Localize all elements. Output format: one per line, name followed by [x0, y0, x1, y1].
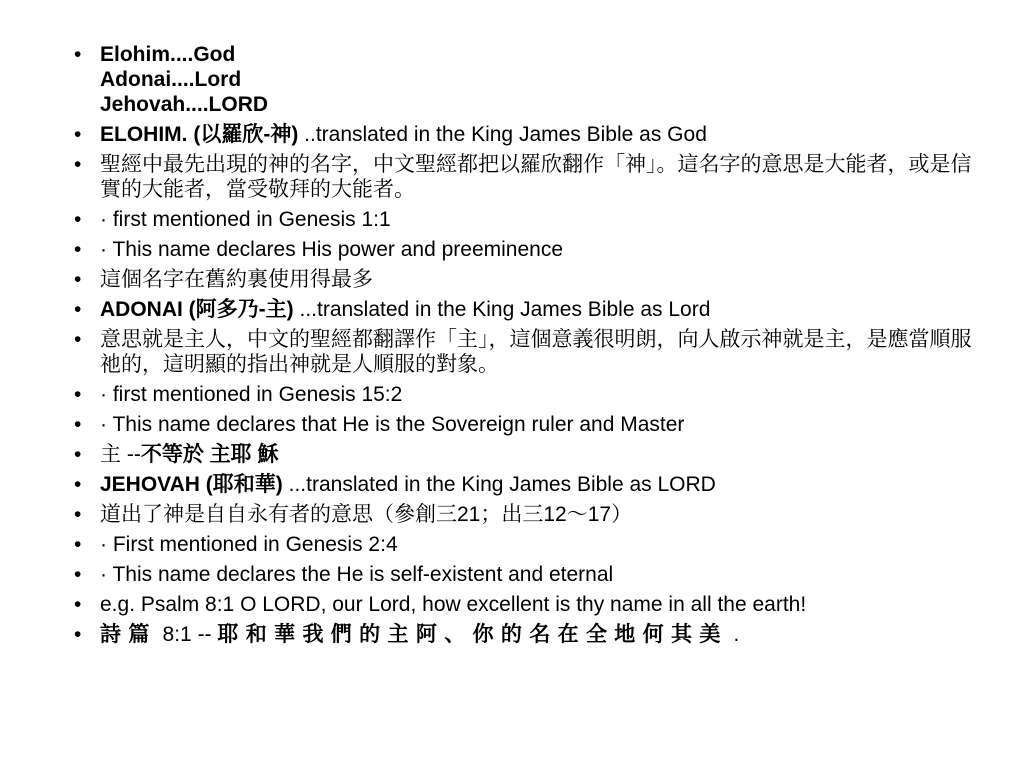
item-text: · This name declares the He is self-existent and eternal	[100, 563, 614, 586]
bullet-icon: •	[74, 268, 82, 291]
item-text: · first mentioned in Genesis 1:1	[100, 208, 391, 231]
item-text: .	[727, 623, 740, 646]
bullet-icon: •	[74, 383, 82, 406]
bullet-icon: •	[74, 153, 82, 176]
list-item	[74, 207, 984, 232]
bullet-icon: •	[74, 563, 82, 586]
bullet-icon: •	[74, 43, 82, 66]
list-item	[74, 122, 984, 147]
bullet-icon: •	[74, 593, 82, 616]
bullet-icon: •	[74, 473, 82, 496]
verse-text: 耶和華我們的主阿、你的名在全地何其美	[217, 623, 728, 646]
item-text: e.g. Psalm 8:1 O LORD, our Lord, how excellent is thy name in all the earth!	[100, 593, 807, 616]
list-item	[74, 562, 984, 587]
bullet-list	[74, 42, 984, 647]
list-item	[74, 442, 984, 467]
bullet-icon: •	[74, 328, 82, 351]
bullet-icon: •	[74, 123, 82, 146]
name-pair-elohim: Elohim....God	[100, 43, 236, 66]
list-item	[74, 532, 984, 557]
bullet-icon: •	[74, 503, 82, 526]
item-text: 聖經中最先出現的神的名字，中文聖經都把以羅欣翻作「神」。這名字的意思是大能者，或是信實的大能者，當受敬拜的大能者。	[100, 153, 972, 201]
list-item	[74, 42, 984, 117]
bullet-icon: •	[74, 533, 82, 556]
bullet-icon: •	[74, 238, 82, 261]
item-text: ...translated in the King James Bible as LORD	[282, 473, 716, 496]
bullet-icon: •	[74, 298, 82, 321]
term-adonai: ADONAI (阿多乃-主)	[100, 298, 294, 321]
item-text: 8:1 --	[156, 623, 218, 646]
bullet-icon: •	[74, 208, 82, 231]
list-item	[74, 592, 984, 617]
item-text: · first mentioned in Genesis 15:2	[100, 383, 403, 406]
list-item	[74, 152, 984, 202]
list-item	[74, 327, 984, 377]
item-text: · This name declares that He is the Sovereign ruler and Master	[100, 413, 685, 436]
bullet-icon: •	[74, 413, 82, 436]
verse-reference: 詩篇	[100, 623, 157, 646]
list-item	[74, 412, 984, 437]
list-item	[74, 297, 984, 322]
item-text: ..translated in the King James Bible as God	[298, 123, 707, 146]
term-jehovah: JEHOVAH (耶和華)	[100, 473, 283, 496]
item-text: 主 --	[100, 443, 141, 466]
list-item	[74, 382, 984, 407]
list-item	[74, 622, 984, 647]
item-text: 道出了神是自自永有者的意思（參創三21；出三12～17）	[100, 503, 633, 526]
list-item	[74, 472, 984, 497]
bullet-icon: •	[74, 623, 82, 646]
item-text: · This name declares His power and preeminence	[100, 238, 564, 261]
emphasis-text: 不等於 主耶 穌	[140, 443, 279, 466]
term-elohim: ELOHIM. (以羅欣-神)	[100, 123, 299, 146]
name-pair-jehovah: Jehovah....LORD	[100, 93, 269, 116]
item-text: 這個名字在舊約裏使用得最多	[100, 268, 373, 291]
list-item	[74, 267, 984, 292]
item-text: 意思就是主人，中文的聖經都翻譯作「主」，這個意義很明朗，向人啟示神就是主，是應當順服祂的，這明顯的指出神就是人順服的對象。	[100, 328, 972, 376]
list-item	[74, 237, 984, 262]
bullet-icon: •	[74, 443, 82, 466]
item-text: · First mentioned in Genesis 2:4	[100, 533, 398, 556]
name-pair-adonai: Adonai....Lord	[100, 68, 242, 91]
list-item	[74, 502, 984, 527]
item-text: ...translated in the King James Bible as Lord	[293, 298, 711, 321]
